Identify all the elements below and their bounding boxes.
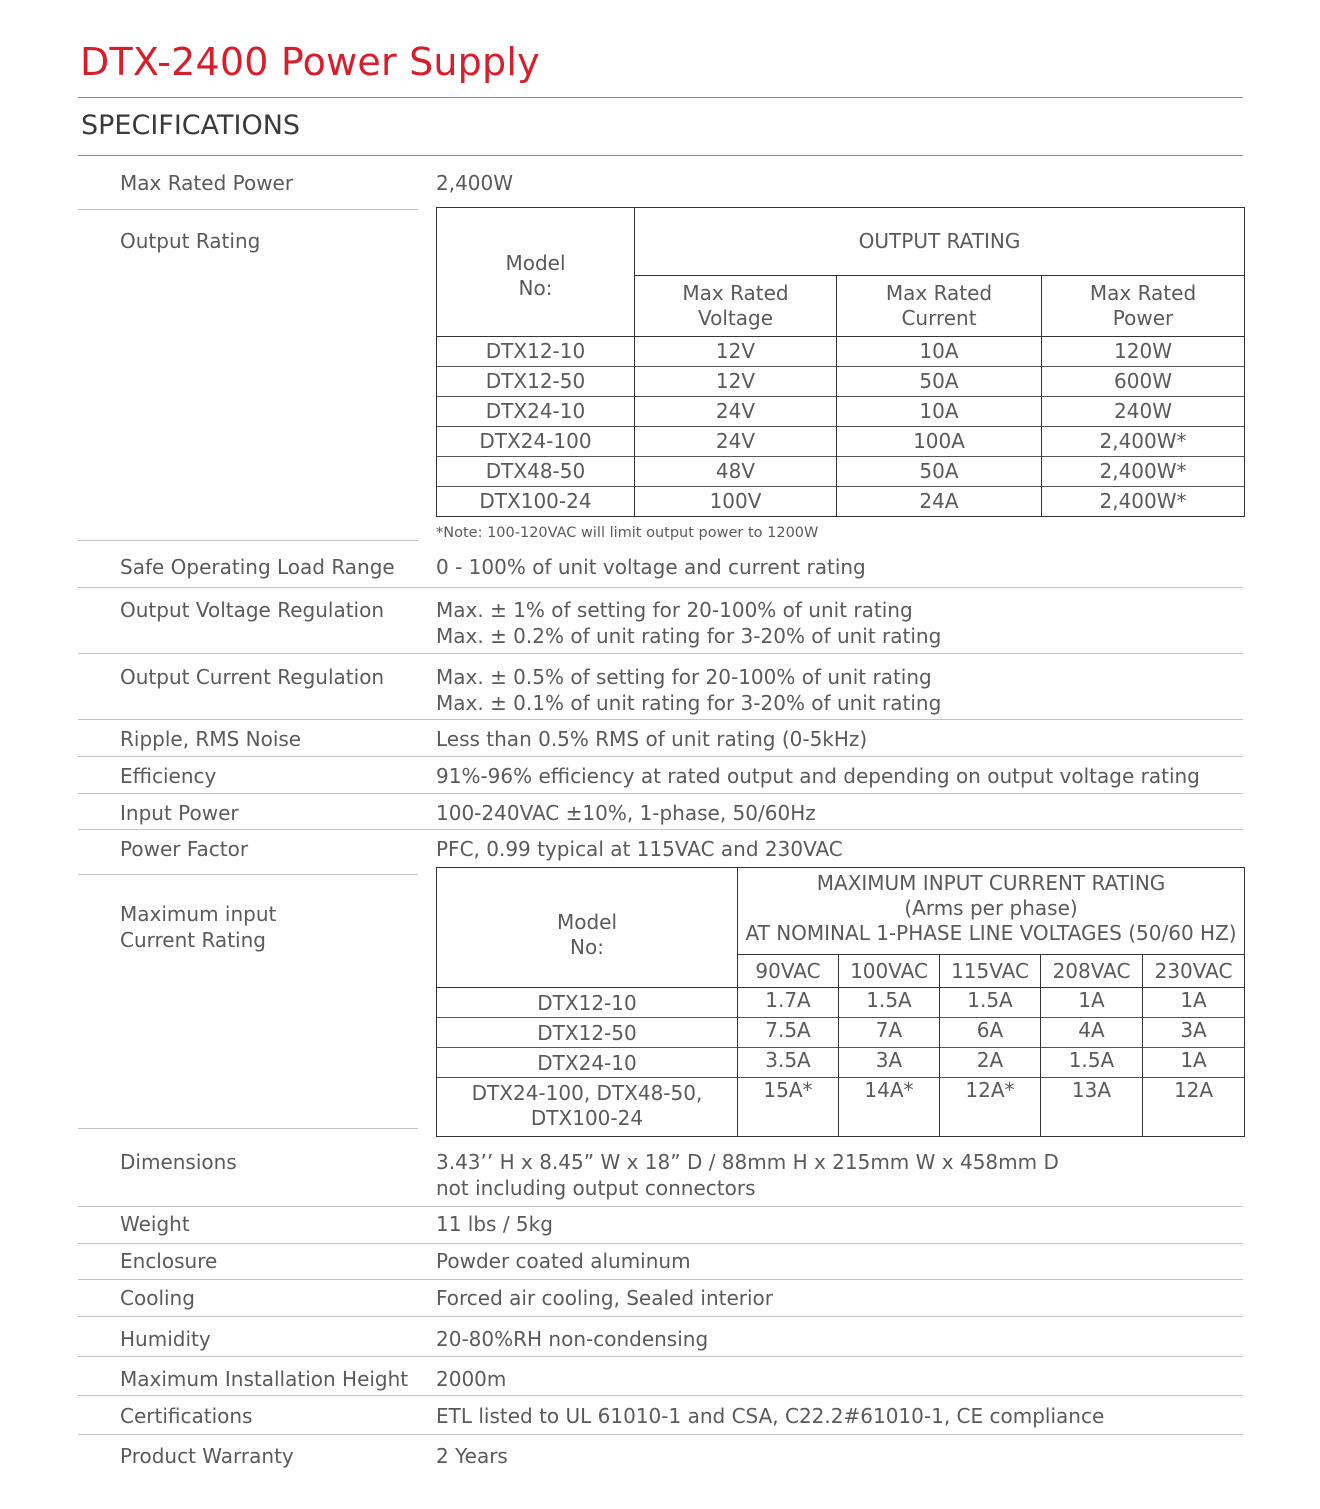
row-divider [78, 874, 418, 875]
table-row [437, 1048, 1245, 1078]
spec-label-current-regulation: Output Current Regulation [120, 665, 385, 689]
column-header: 230VAC [1143, 955, 1245, 988]
cell-model: DTX12-50 [437, 367, 635, 397]
spec-label-safe-operating: Safe Operating Load Range [120, 555, 395, 579]
section-heading: SPECIFICATIONS [81, 110, 301, 141]
spec-value-ripple: Less than 0.5% RMS of unit rating (0-5kHz) [436, 727, 868, 751]
row-divider [78, 587, 1243, 588]
row-divider [78, 1356, 1243, 1357]
spec-value-efficiency: 91%-96% efficiency at rated output and depending on output voltage rating [436, 764, 1200, 788]
cell-power: 2,400W* [1042, 457, 1245, 487]
cell-value: 3A [1143, 1018, 1245, 1048]
cell-power: 2,400W* [1042, 487, 1245, 517]
spec-label-dimensions: Dimensions [120, 1150, 237, 1174]
spec-label-ripple: Ripple, RMS Noise [120, 727, 302, 751]
cell-value: 4A [1041, 1018, 1143, 1048]
table-row [437, 427, 1245, 457]
spec-value-voltage-regulation-2: Max. ± 0.2% of unit rating for 3-20% of unit rating [436, 624, 942, 648]
cell-model: DTX12-10 [437, 337, 635, 367]
row-divider [78, 1395, 1243, 1396]
spec-label-weight: Weight [120, 1212, 190, 1236]
spec-label-enclosure: Enclosure [120, 1249, 218, 1273]
model-header: Model No: [437, 868, 738, 988]
cell-voltage: 48V [635, 457, 837, 487]
spec-label-input-power: Input Power [120, 801, 239, 825]
spec-value-voltage-regulation-1: Max. ± 1% of setting for 20-100% of unit rating [436, 598, 913, 622]
spec-value-input-power: 100-240VAC ±10%, 1-phase, 50/60Hz [436, 801, 816, 825]
spec-label-max-input-current-1: Maximum input [120, 902, 277, 926]
cell-value: 1A [1143, 1048, 1245, 1078]
output-rating-group-header: OUTPUT RATING [635, 208, 1245, 276]
cell-model: DTX12-50 [437, 1018, 738, 1048]
column-header: 90VAC [738, 955, 839, 988]
output-rating-table [436, 207, 1245, 517]
output-rating-note: *Note: 100-120VAC will limit output power to 1200W [436, 525, 819, 541]
cell-current: 10A [837, 397, 1042, 427]
cell-value: 1A [1143, 988, 1245, 1018]
row-divider [78, 540, 418, 541]
table-row [437, 337, 1245, 367]
input-current-table [436, 867, 1245, 1137]
cell-value: 1.5A [940, 988, 1041, 1018]
cell-model-line: DTX100-24 [530, 1106, 644, 1130]
spec-label-max-rated-power: Max Rated Power [120, 171, 294, 195]
row-divider [78, 1434, 1243, 1435]
row-divider [78, 209, 418, 210]
table-row [437, 988, 1245, 1018]
table-row [437, 1018, 1245, 1048]
cell-current: 10A [837, 337, 1042, 367]
cell-value: 7.5A [738, 1018, 839, 1048]
spec-label-humidity: Humidity [120, 1327, 211, 1351]
section-divider [78, 155, 1243, 156]
title-divider [78, 97, 1243, 98]
input-current-group-header: MAXIMUM INPUT CURRENT RATING (Arms per phase) AT NOMINAL 1-PHASE LINE VOLTAGES (50/60 HZ) [738, 868, 1245, 955]
cell-voltage: 12V [635, 367, 837, 397]
column-header: Max Rated Power [1042, 276, 1245, 337]
spec-value-safe-operating: 0 - 100% of unit voltage and current rating [436, 555, 866, 579]
spec-value-power-factor: PFC, 0.99 typical at 115VAC and 230VAC [436, 837, 843, 861]
cell-value: 13A [1041, 1078, 1143, 1137]
cell-value: 6A [940, 1018, 1041, 1048]
cell-model [437, 1078, 738, 1137]
spec-label-max-input-current-2: Current Rating [120, 928, 266, 952]
cell-value: 2A [940, 1048, 1041, 1078]
cell-voltage: 12V [635, 337, 837, 367]
spec-label-output-rating: Output Rating [120, 229, 261, 253]
spec-label-warranty: Product Warranty [120, 1444, 294, 1468]
row-divider [78, 1243, 1243, 1244]
cell-value: 15A* [738, 1078, 839, 1137]
spec-label-cooling: Cooling [120, 1286, 195, 1310]
cell-model: DTX24-10 [437, 1048, 738, 1078]
column-header: Max Rated Voltage [635, 276, 837, 337]
spec-label-installation-height: Maximum Installation Height [120, 1367, 409, 1391]
table-row [437, 367, 1245, 397]
spec-value-enclosure: Powder coated aluminum [436, 1249, 691, 1273]
spec-label-voltage-regulation: Output Voltage Regulation [120, 598, 385, 622]
cell-voltage: 24V [635, 397, 837, 427]
page-title: DTX-2400 Power Supply [80, 40, 540, 84]
row-divider [78, 756, 1243, 757]
row-divider [78, 1128, 418, 1129]
cell-model-line: DTX24-100, DTX48-50, [471, 1081, 703, 1105]
cell-value: 12A [1143, 1078, 1245, 1137]
cell-model: DTX48-50 [437, 457, 635, 487]
row-divider [78, 1316, 1243, 1317]
spec-label-power-factor: Power Factor [120, 837, 249, 861]
spec-label-certifications: Certifications [120, 1404, 253, 1428]
cell-model: DTX24-100 [437, 427, 635, 457]
row-divider [78, 793, 1243, 794]
cell-value: 3A [839, 1048, 940, 1078]
cell-power: 600W [1042, 367, 1245, 397]
cell-value: 1.7A [738, 988, 839, 1018]
spec-value-humidity: 20-80%RH non-condensing [436, 1327, 709, 1351]
cell-current: 50A [837, 457, 1042, 487]
row-divider [78, 653, 1243, 654]
cell-voltage: 100V [635, 487, 837, 517]
column-header: 100VAC [839, 955, 940, 988]
spec-value-current-regulation-2: Max. ± 0.1% of unit rating for 3-20% of unit rating [436, 691, 942, 715]
table-row [437, 457, 1245, 487]
spec-label-efficiency: Efficiency [120, 764, 217, 788]
cell-value: 1.5A [1041, 1048, 1143, 1078]
cell-value: 1A [1041, 988, 1143, 1018]
cell-value: 12A* [940, 1078, 1041, 1137]
cell-power: 240W [1042, 397, 1245, 427]
table-row [437, 487, 1245, 517]
spec-value-current-regulation-1: Max. ± 0.5% of setting for 20-100% of unit rating [436, 665, 932, 689]
spec-value-max-rated-power: 2,400W [436, 171, 514, 195]
spec-value-cooling: Forced air cooling, Sealed interior [436, 1286, 774, 1310]
spec-value-installation-height: 2000m [436, 1367, 507, 1391]
cell-model: DTX24-10 [437, 397, 635, 427]
spec-value-warranty: 2 Years [436, 1444, 508, 1468]
spec-value-dimensions-1: 3.43’’ H x 8.45” W x 18” D / 88mm H x 215mm W x 458mm D [436, 1150, 1059, 1174]
cell-current: 50A [837, 367, 1042, 397]
cell-model: DTX100-24 [437, 487, 635, 517]
spec-value-weight: 11 lbs / 5kg [436, 1212, 553, 1236]
cell-current: 24A [837, 487, 1042, 517]
spec-value-dimensions-2: not including output connectors [436, 1176, 756, 1200]
table-row [437, 1078, 1245, 1137]
cell-value: 1.5A [839, 988, 940, 1018]
row-divider [78, 1206, 1243, 1207]
row-divider [78, 719, 1243, 720]
cell-power: 120W [1042, 337, 1245, 367]
column-header: 208VAC [1041, 955, 1143, 988]
cell-value: 7A [839, 1018, 940, 1048]
cell-voltage: 24V [635, 427, 837, 457]
cell-value: 3.5A [738, 1048, 839, 1078]
row-divider [78, 1279, 1243, 1280]
model-header: Model No: [437, 208, 635, 337]
column-header: Max Rated Current [837, 276, 1042, 337]
table-row [437, 397, 1245, 427]
cell-value: 14A* [839, 1078, 940, 1137]
column-header: 115VAC [940, 955, 1041, 988]
spec-value-certifications: ETL listed to UL 61010-1 and CSA, C22.2#61010-1, CE compliance [436, 1404, 1105, 1428]
row-divider [78, 829, 1243, 830]
cell-model: DTX12-10 [437, 988, 738, 1018]
cell-current: 100A [837, 427, 1042, 457]
cell-power: 2,400W* [1042, 427, 1245, 457]
